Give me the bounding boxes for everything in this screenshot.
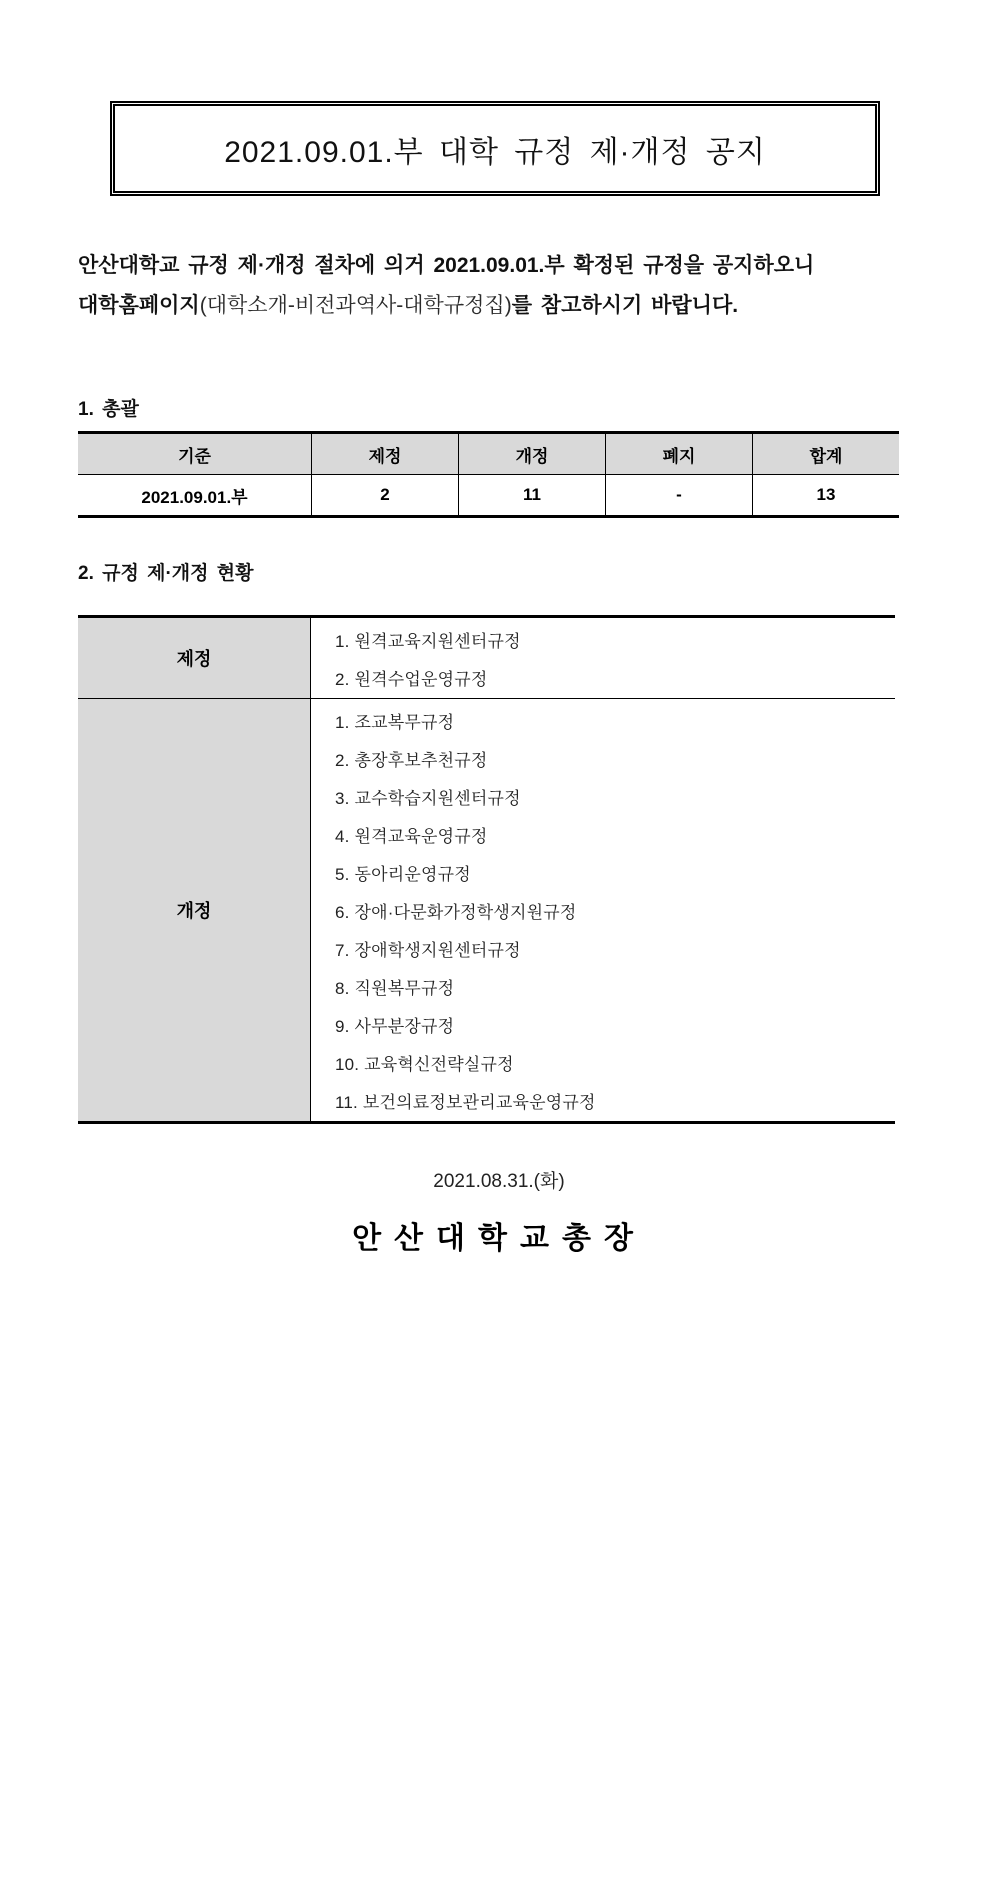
enacted-row [78, 617, 895, 699]
list-item: 5. 동아리운영규정 [335, 864, 471, 884]
column-header-abolished: 폐지 [606, 433, 753, 475]
section1-heading: 1. 총괄 [78, 399, 139, 420]
notice-title-box [110, 101, 880, 196]
summary-table-header-row [78, 433, 899, 475]
list-item: 10. 교육혁신전략실규정 [335, 1054, 514, 1074]
list-item: 1. 조교복무규정 [335, 712, 455, 732]
revised-row [78, 699, 895, 1123]
document-content [78, 101, 920, 1257]
column-header-revised: 개정 [459, 433, 606, 475]
list-item: 4. 원격교육운영규정 [335, 826, 488, 846]
intro-menu-path: (대학소개-비전과역사-대학규정집) [199, 294, 512, 317]
list-item: 2. 원격수업운영규정 [335, 669, 488, 689]
cell-basis: 2021.09.01.부 [78, 475, 312, 517]
revised-items-cell [311, 699, 896, 1123]
column-header-enacted: 제정 [312, 433, 459, 475]
section2-heading: 2. 규정 제·개정 현황 [78, 563, 254, 584]
list-item: 3. 교수학습지원센터규정 [335, 788, 521, 808]
notice-title: 2021.09.01.부 대학 규정 제·개정 공지 [224, 135, 766, 169]
summary-table [78, 431, 899, 518]
list-item: 8. 직원복무규정 [335, 978, 455, 998]
intro-closing-text: 를 참고하시기 바랍니다. [511, 294, 739, 317]
intro-line-1: 안산대학교 규정 제·개정 절차에 의거 2021.09.01.부 확정된 규정을 공지하오니 [78, 254, 815, 277]
enacted-items-cell [311, 617, 896, 699]
list-item: 1. 원격교육지원센터규정 [335, 631, 521, 651]
intro-homepage-text: 대학홈페이지 [78, 294, 200, 317]
signatory: 안산대학교총장 [352, 1222, 646, 1255]
column-header-basis: 기준 [78, 433, 312, 475]
list-item: 6. 장애·다문화가정학생지원규정 [335, 902, 577, 922]
list-item: 9. 사무분장규정 [335, 1016, 455, 1036]
list-item: 7. 장애학생지원센터규정 [335, 940, 521, 960]
intro-line-2 [78, 286, 920, 326]
revised-row-label: 개정 [78, 699, 311, 1123]
list-item: 11. 보건의료정보관리교육운영규정 [335, 1092, 596, 1112]
intro-paragraph [78, 246, 920, 326]
column-header-total: 합계 [753, 433, 900, 475]
status-table [78, 615, 895, 1124]
cell-revised-count: 11 [459, 475, 606, 517]
cell-enacted-count: 2 [312, 475, 459, 517]
issue-date: 2021.08.31.(화) [433, 1171, 565, 1192]
list-item: 2. 총장후보추천규정 [335, 750, 488, 770]
summary-table-data-row [78, 475, 899, 517]
cell-total-count: 13 [753, 475, 900, 517]
enacted-row-label: 제정 [78, 617, 311, 699]
cell-abolished-count: - [606, 475, 753, 517]
